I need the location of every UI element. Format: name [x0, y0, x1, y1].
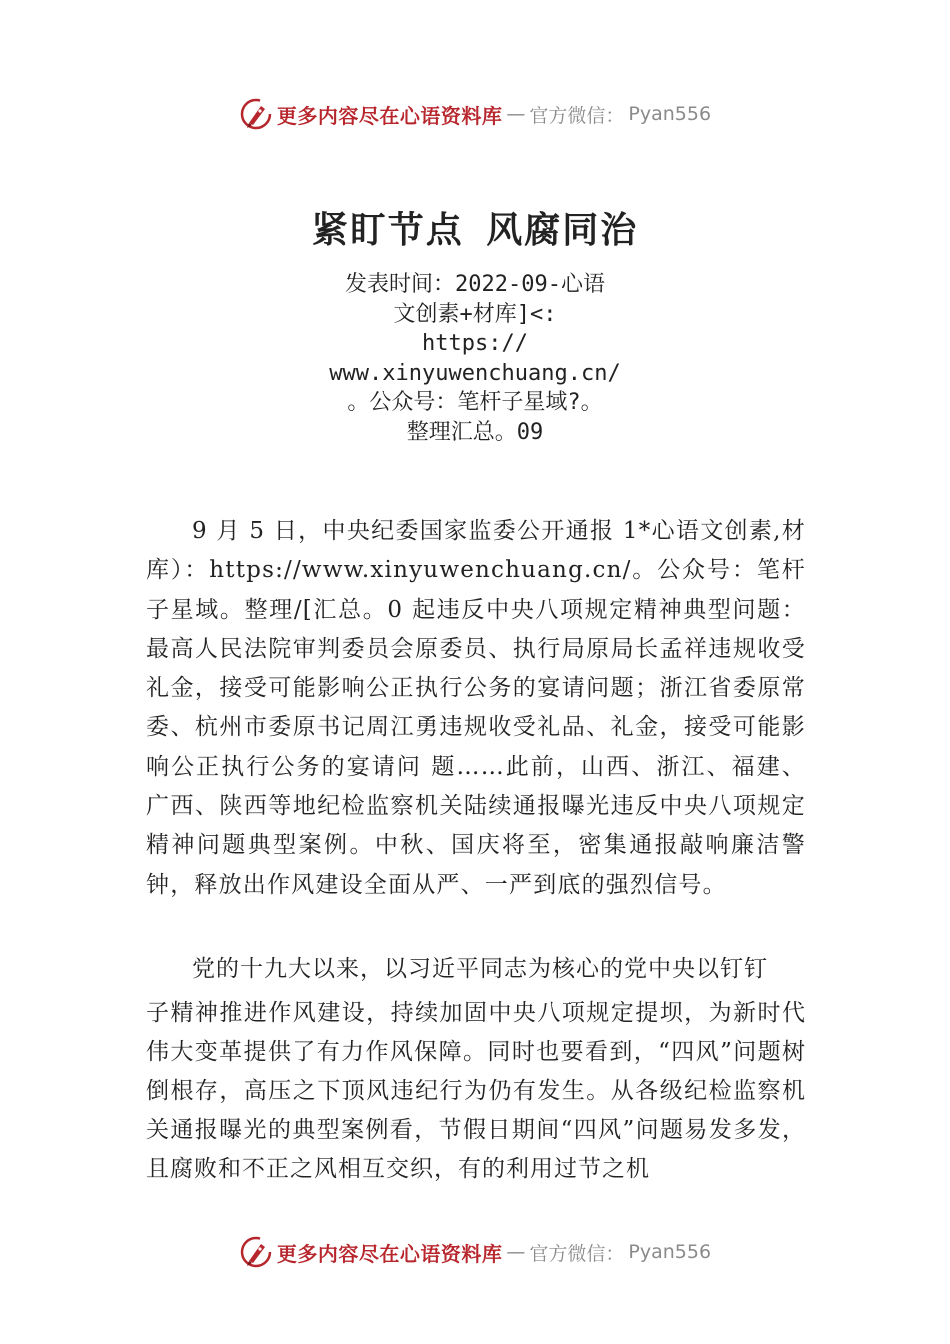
meta-line: 发表时间：2022-09-心语 [345, 272, 605, 297]
page-title: 紧盯节点 风腐同治 [311, 210, 639, 251]
meta-line: 整理汇总。09 [406, 419, 544, 445]
watermark-banner-top [0, 94, 950, 134]
meta-line: https:// [422, 331, 528, 356]
watermark-brand-text: 更多内容尽在心语资料库 [276, 1241, 503, 1266]
body-paragraph-1: 9 月 5 日，中央纪委国家监委公开通报 1*心语文创素,材库）：https://www.xinyuwenchuang.cn/。公众号：笔杆子星域。整理/[汇总。0 起违反中央八项规定精神典型问题：最高人民法院审判委员会原委员、执行局原局长孟祥违规收受礼金，接受可能影响公正执行公务的宴请问题；浙江省委原常委、杭州市委原书记周江勇违规收受礼品、礼金，接受可能影响公正执行公务的宴请问 题……此前，山西、浙江、福建、广西、陕西等地纪检监察机关陆续通报曝光违反中央八项规定精神问题典型案例。中秋、国庆将至，密集通报敲响廉洁警钟，释放出作风建设全面从严、一严到底的强烈信号。 [146, 518, 806, 898]
publish-meta [275, 270, 675, 447]
watermark-dash: — [506, 1241, 526, 1263]
pen-nib-circle-icon [239, 1235, 273, 1269]
watermark-wechat-id: Pyan556 [628, 1241, 712, 1263]
body-paragraph-2: 子精神推进作风建设，持续加固中央八项规定提坝，为新时代伟大变革提供了有力作风保障。同时也要看到，“四风”问题树倒根存，高压之下顶风违纪行为仍有发生。从各级纪检监察机关通报曝光的典型案例看，节假日期间“四风”问题易发多发，且腐败和不正之风相互交织，有的利用过节之机 [146, 1000, 806, 1182]
watermark-banner-bottom [0, 1232, 950, 1272]
watermark-brand-text: 更多内容尽在心语资料库 [276, 103, 503, 128]
watermark-wechat-id: Pyan556 [628, 103, 712, 125]
watermark-official-label: 官方微信： [529, 1242, 625, 1265]
body-paragraph-2-first-line: 党的十九大以来，以习近平同志为核心的党中央以钉钉 [192, 956, 768, 982]
meta-line: 文创素+材库]<: [393, 301, 557, 327]
pen-nib-circle-icon [239, 97, 273, 131]
meta-line: www.xinyuwenchuang.cn/ [329, 360, 621, 386]
meta-line: 。公众号：笔杆子星域?。 [347, 390, 603, 415]
watermark-official-label: 官方微信： [529, 104, 625, 127]
watermark-dash: — [506, 103, 526, 125]
